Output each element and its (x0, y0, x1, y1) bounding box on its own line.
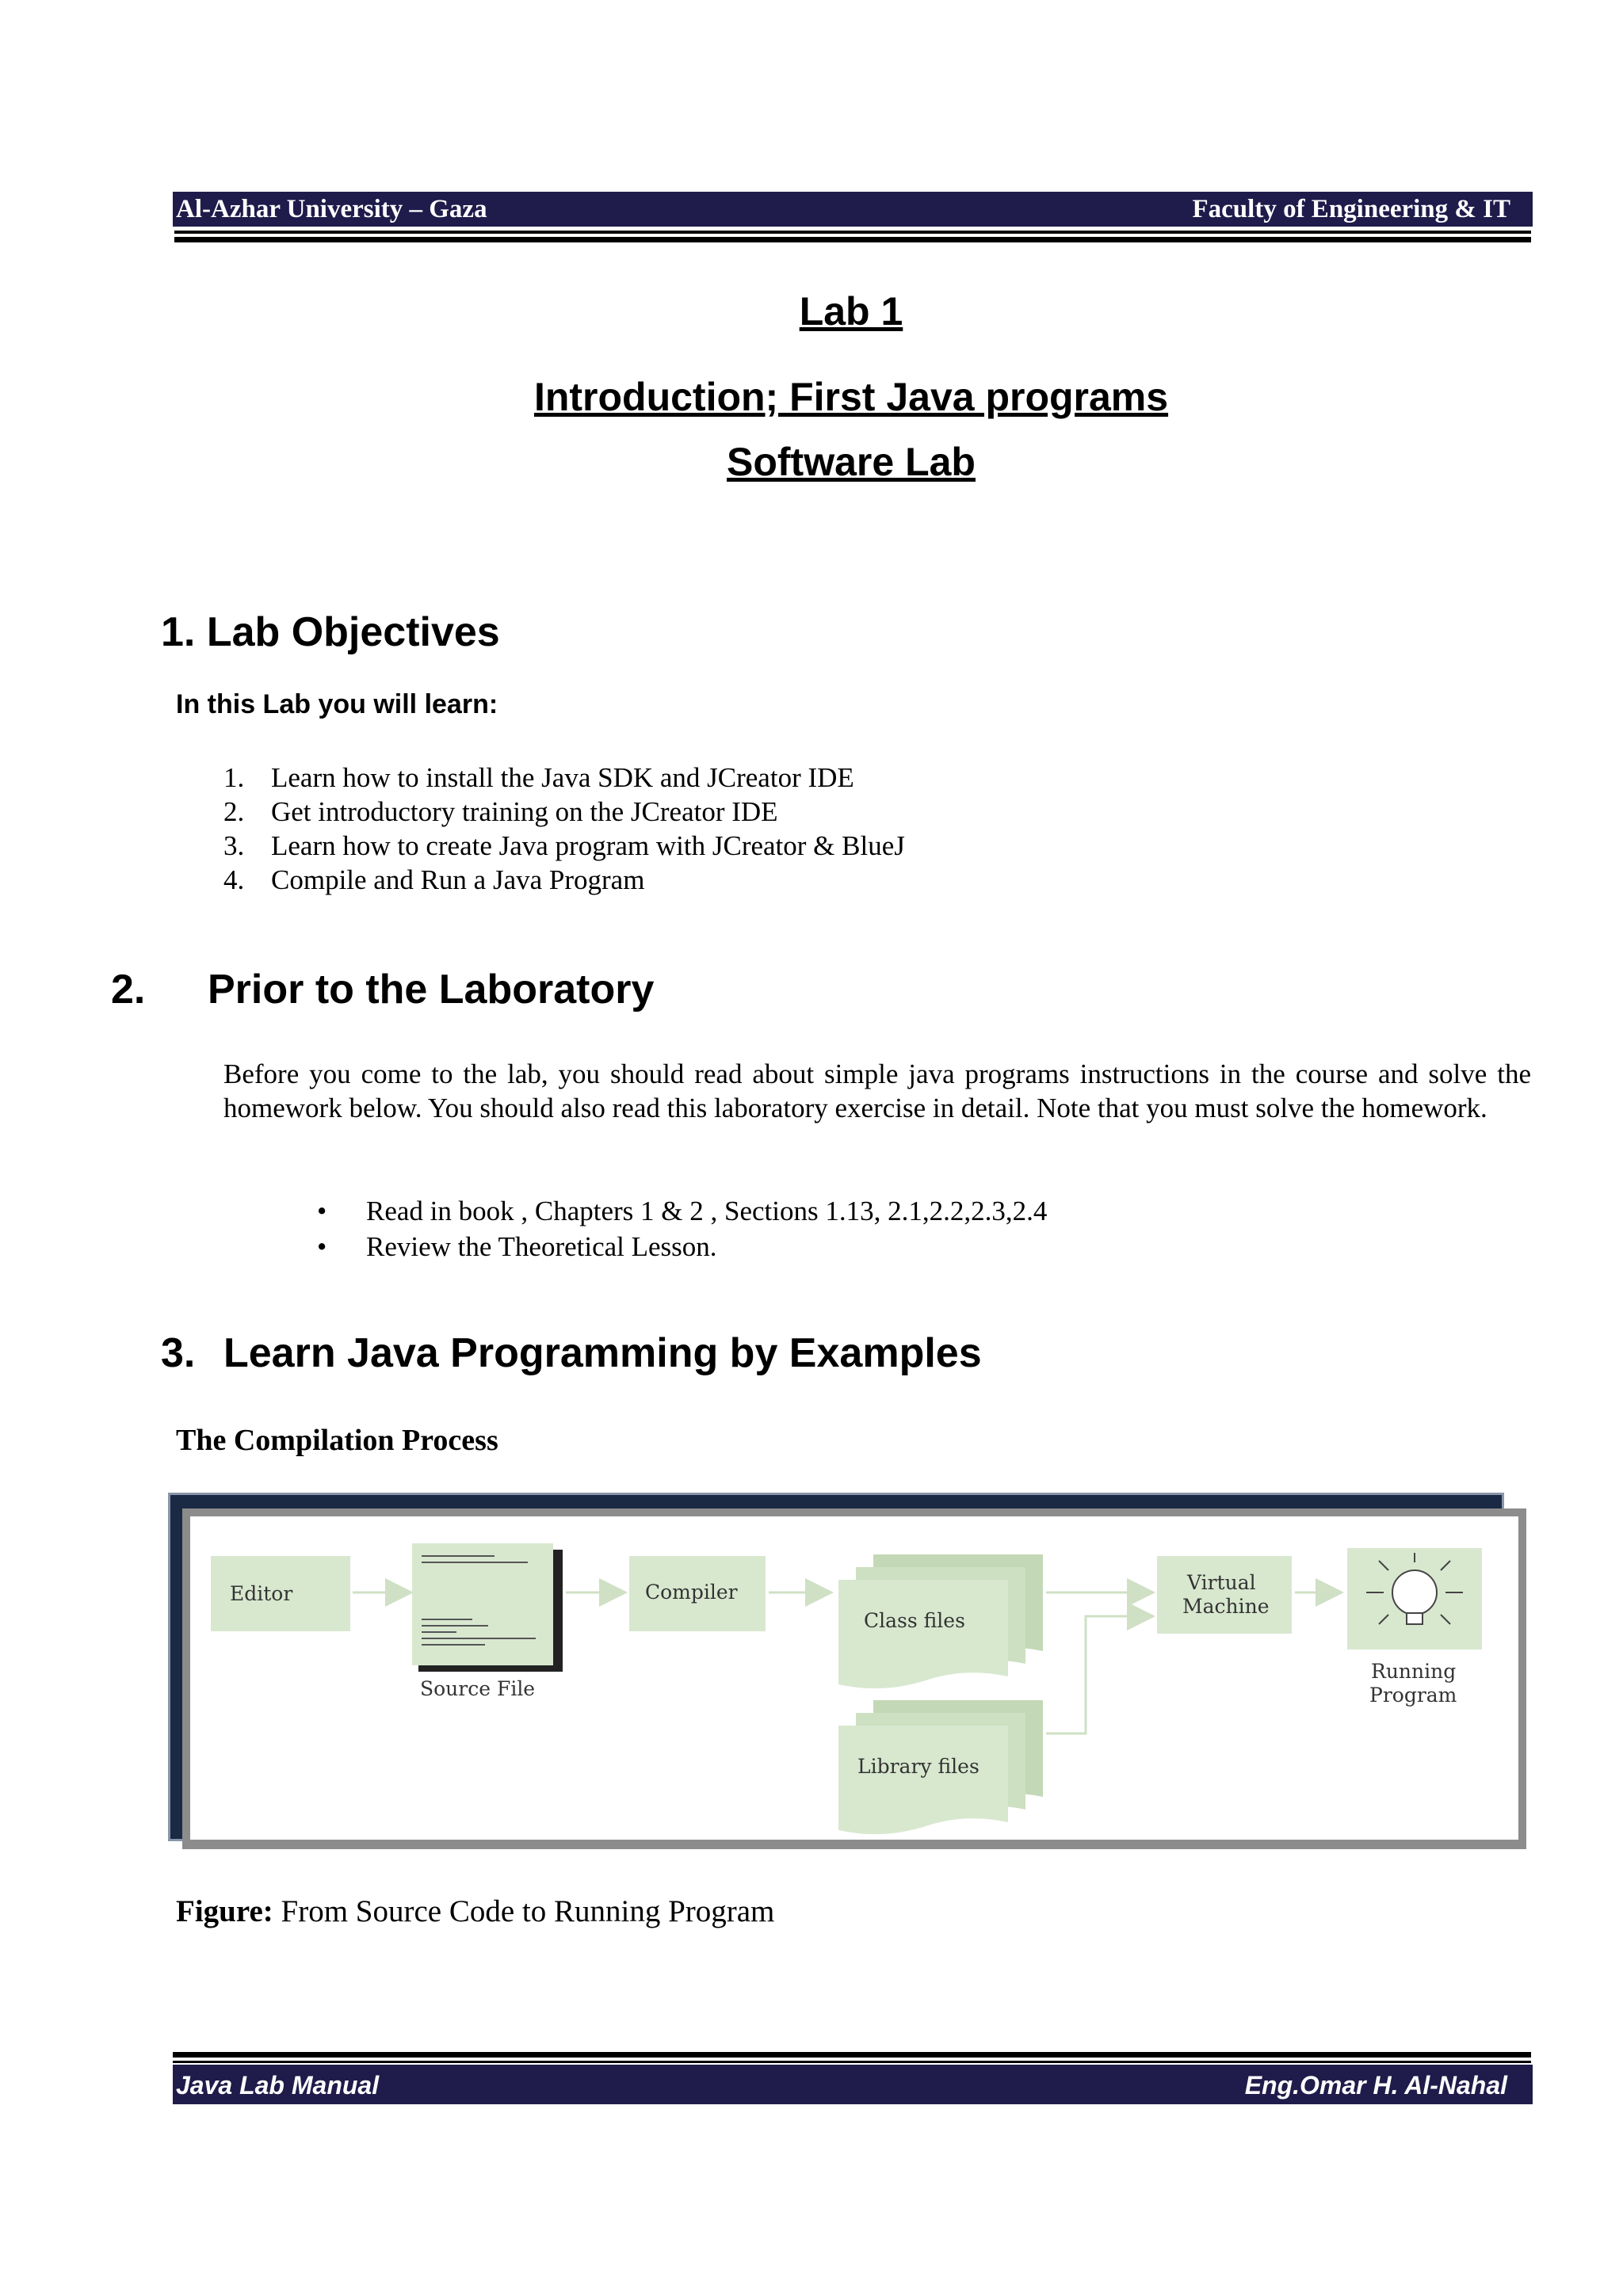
running-label-line2: Program (1369, 1684, 1457, 1707)
library-files-label: Library files (857, 1755, 980, 1778)
section-3-heading: Learn Java Programming by Examples (223, 1330, 982, 1376)
compiler-label: Compiler (645, 1581, 738, 1604)
list-number: 3. (223, 830, 245, 861)
figure-frame (182, 1508, 1526, 1849)
list-number: 2. (223, 796, 245, 827)
compilation-figure (168, 1493, 1523, 1841)
section-2-number: 2. (111, 967, 146, 1013)
section-3-subheading: The Compilation Process (176, 1424, 498, 1457)
running-label-line1: Running (1371, 1660, 1457, 1683)
vm-label-line2: Machine (1182, 1595, 1270, 1618)
footer-bar (173, 2065, 1533, 2104)
class-files-front (838, 1580, 1008, 1688)
class-files-label: Class files (864, 1609, 965, 1632)
vm-label-line1: Virtual (1187, 1571, 1256, 1594)
list-text: Review the Theoretical Lesson. (366, 1231, 717, 1262)
section-3-number: 3. (161, 1330, 196, 1376)
header-rule-thick (174, 237, 1531, 242)
lab-title: Lab 1 (799, 289, 903, 334)
section-1-intro: In this Lab you will learn: (176, 689, 498, 719)
list-text: Learn how to create Java program with JCreator & BlueJ (271, 830, 905, 861)
source-file-label: Source File (420, 1677, 536, 1700)
section-2-heading: Prior to the Laboratory (208, 967, 655, 1013)
list-text: Get introductory training on the JCreator IDE (271, 796, 778, 827)
library-files-front (838, 1726, 1008, 1834)
figure-canvas (190, 1516, 1518, 1840)
footer-author: Eng.Omar H. Al-Nahal (1244, 2071, 1507, 2100)
list-number: 1. (223, 762, 245, 793)
header-faculty: Faculty of Engineering & IT (1192, 195, 1510, 223)
figure-caption (176, 1894, 774, 1929)
lab-topic: Introduction; First Java programs (533, 375, 1169, 419)
bullet-icon: • (317, 1231, 327, 1262)
footer-manual: Java Lab Manual (176, 2071, 380, 2100)
caption-label: Figure: (176, 1894, 273, 1928)
header-bar (173, 192, 1533, 227)
list-text: Read in book , Chapters 1 & 2 , Sections 1.13, 2.1,2.2,2.3,2.4 (366, 1196, 1048, 1226)
caption-text: From Source Code to Running Program (273, 1894, 775, 1928)
bullet-icon: • (317, 1196, 327, 1226)
section-2-paragraph: Before you come to the lab, you should read about simple java programs instructions in the course and solve the homework below. You should also read this laboratory exercise in detail. Note that you must solve the homework. (223, 1058, 1531, 1123)
list-text: Compile and Run a Java Program (271, 864, 645, 895)
compilation-diagram (190, 1516, 1518, 1840)
footer-rule-thick (173, 2052, 1531, 2058)
lab-course: Software Lab (727, 440, 976, 484)
arrow-library-to-vm (1046, 1616, 1151, 1733)
header-rule (174, 231, 1531, 234)
editor-label: Editor (230, 1582, 293, 1605)
list-text: Learn how to install the Java SDK and JCreator IDE (271, 762, 854, 793)
footer-rule (173, 2061, 1531, 2063)
section-1-heading: 1. Lab Objectives (161, 609, 500, 655)
header-university: Al-Azhar University – Gaza (176, 195, 487, 223)
list-number: 4. (223, 864, 245, 895)
